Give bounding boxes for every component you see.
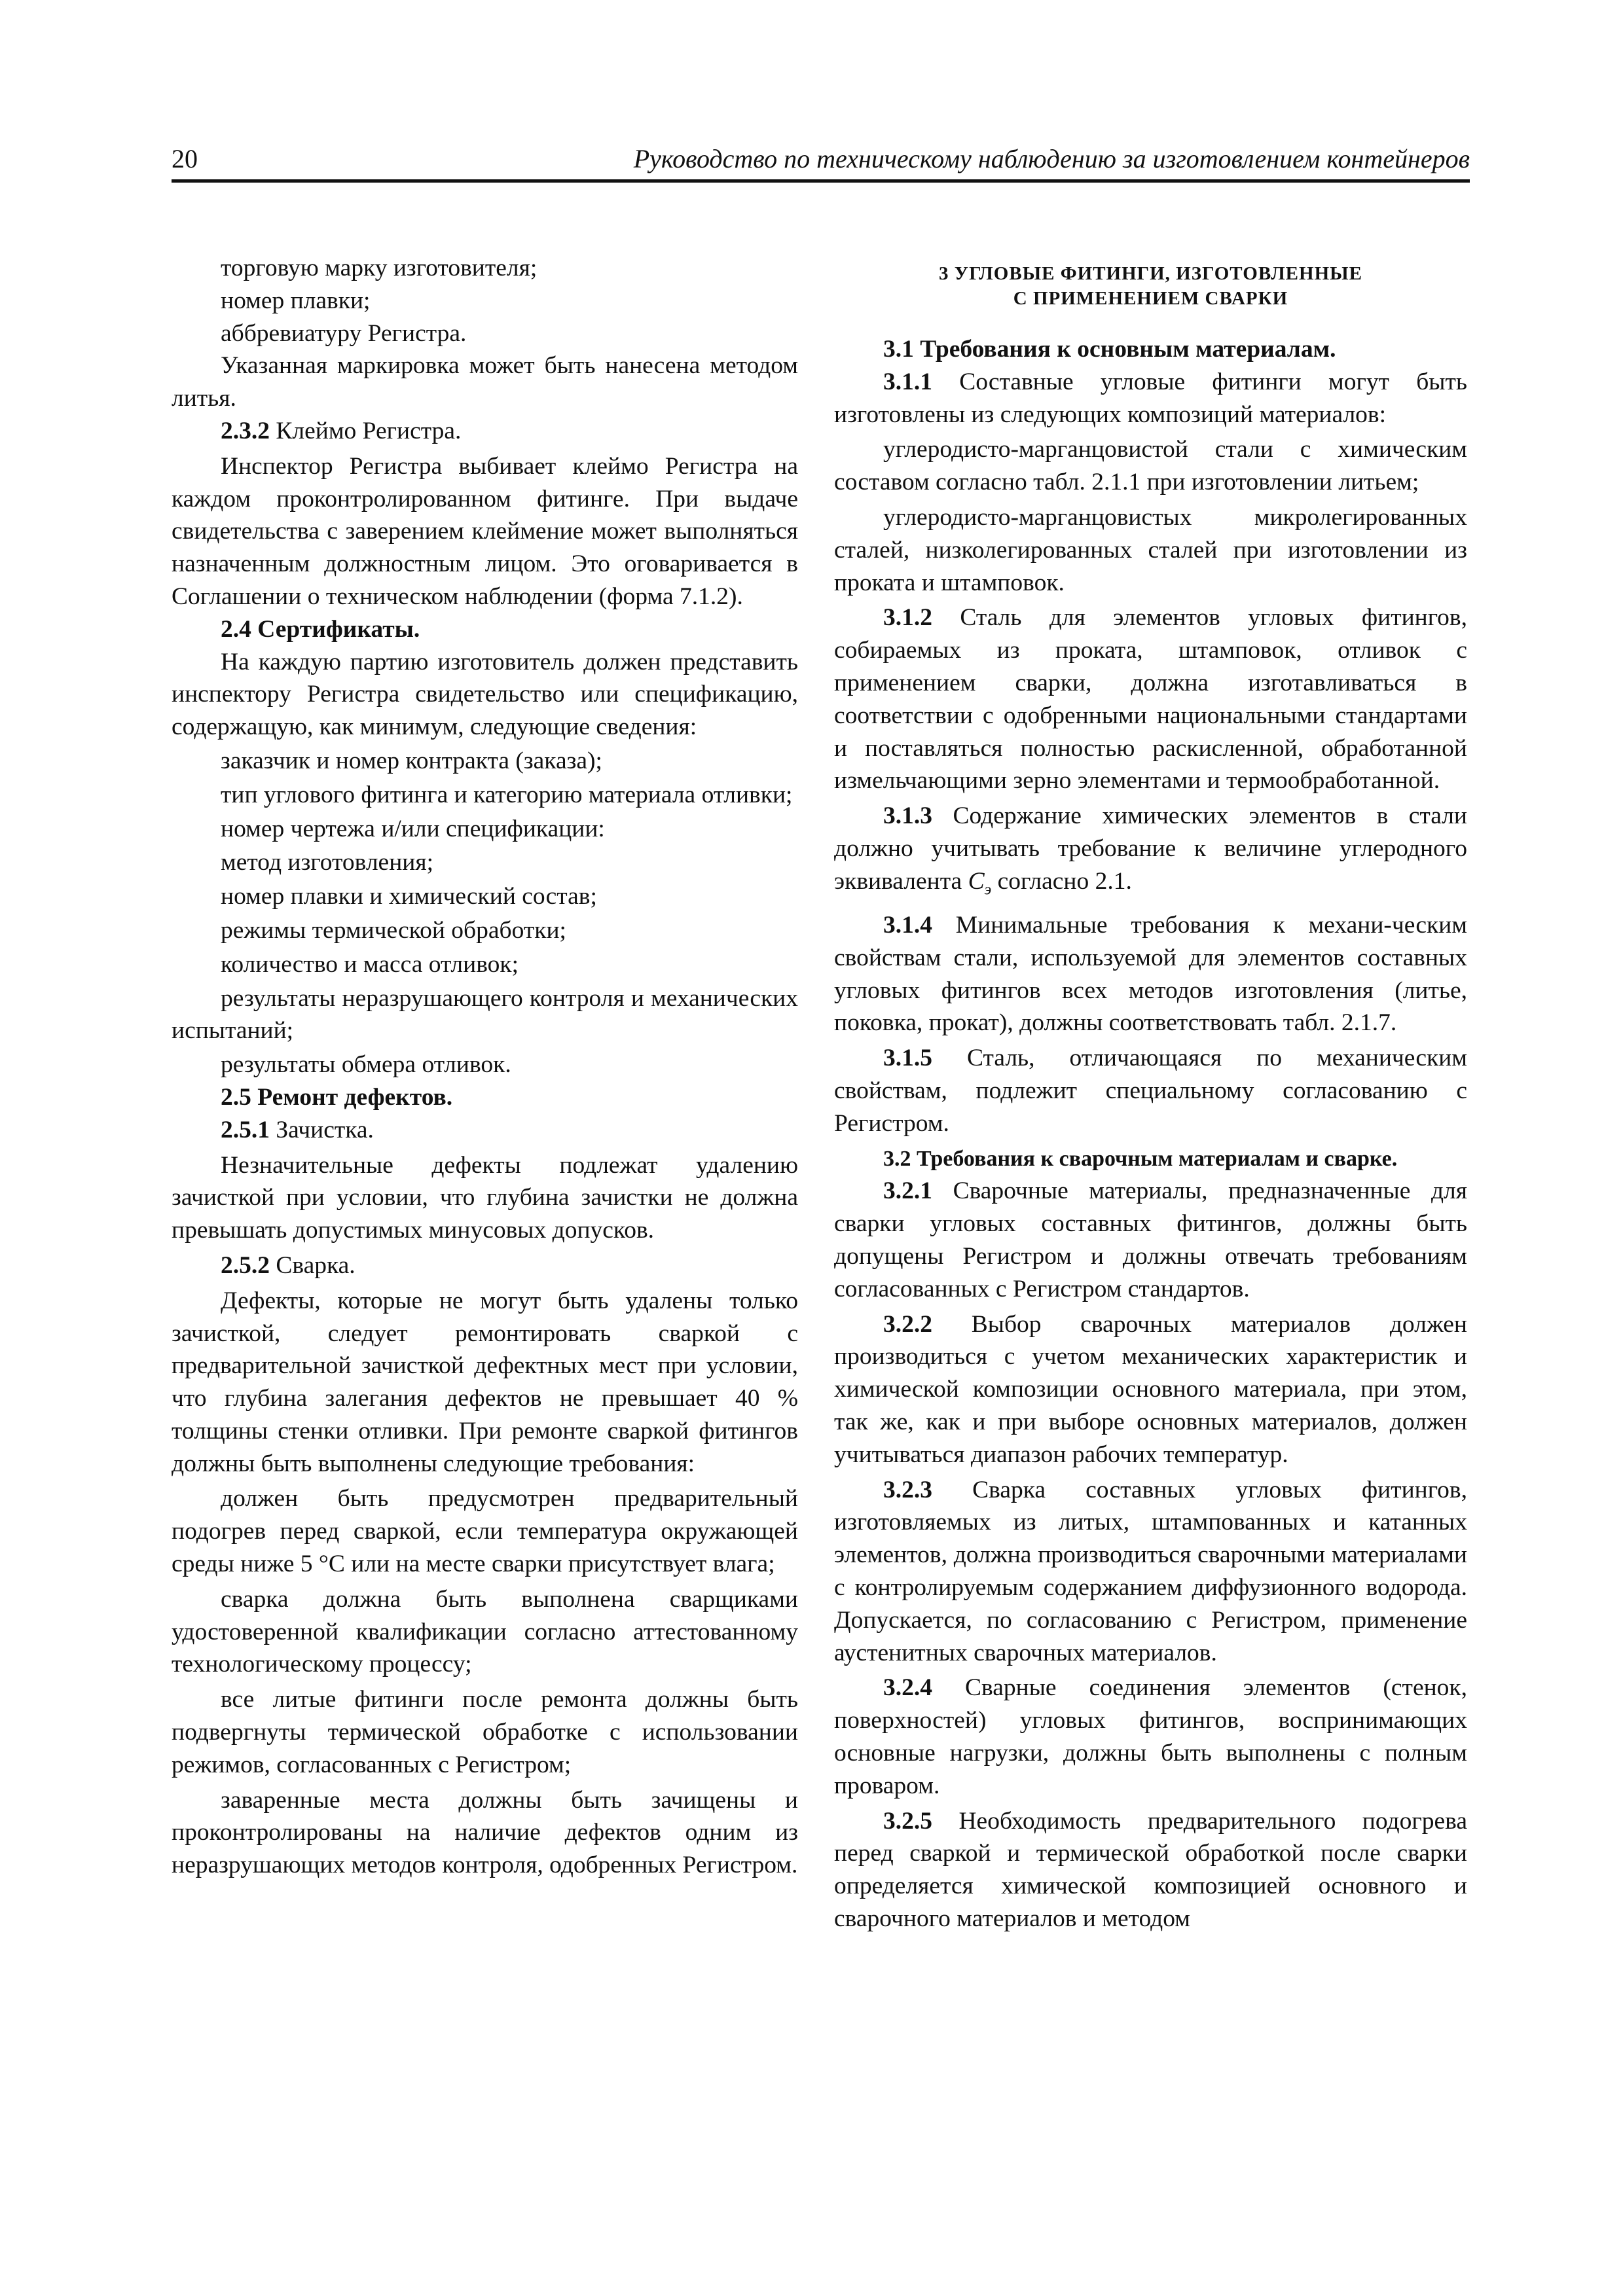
right-column <box>834 252 1467 1935</box>
section-number: 3.2.5 <box>883 1807 932 1835</box>
paragraph: На каждую партию изготовитель должен представить инспектору Регистра свидетельство или спецификацию, содержащую, как минимум, следующие сведения: <box>172 648 798 741</box>
section-number: 3.1.3 <box>883 802 932 830</box>
paragraph-text: согласно 2.1. <box>991 867 1132 895</box>
section-number: 3.1.2 <box>883 604 932 632</box>
header-rule <box>172 179 1470 183</box>
paragraph-3-2-4 <box>834 1672 1467 1802</box>
paragraph-text: Сталь, отличающаяся по механическим свойствам, подлежит специальному согласованию с Регистром. <box>834 1045 1467 1137</box>
carbon-equivalent-symbol <box>968 867 992 899</box>
section-3-title <box>834 261 1467 311</box>
paragraph: аббревиатуру Регистра. <box>221 319 467 347</box>
running-title: Руководство по техническому наблюдению за изготовлением контейнеров <box>633 144 1470 173</box>
paragraph: углеродисто-марганцовистых микролегированных сталей, низколегированных сталей при изготовлении из проката и штамповок. <box>834 503 1467 596</box>
paragraph-text: Сварные соединения элементов (стенок, поверхностей) угловых фитингов, воспринимающих основные нагрузки, должны быть выполнены с полным проваром. <box>834 1674 1467 1799</box>
section-3-1-heading: 3.1 Требования к основным материалам. <box>883 336 1336 363</box>
list-item: заказчик и номер контракта (заказа); <box>221 747 602 774</box>
left-column <box>172 252 798 1882</box>
section-number: 2.5.2 <box>221 1251 270 1279</box>
paragraph-text: Минимальные требования к механи-ческим свойствам стали, используемой для элементов составных угловых фитингов всех методов изготовления (литье, поковка, прокат), должны соответствовать табл. 2.1.7. <box>834 912 1467 1037</box>
paragraph-text: Сварочные материалы, предназначенные для сварки угловых составных фитингов, должны быть допущены Регистром и должны отвечать требованиям согласованных с Регистром стандартов. <box>834 1177 1467 1302</box>
list-item: режимы термической обработки; <box>221 916 566 944</box>
section-title: Зачистка. <box>270 1116 374 1143</box>
paragraph-3-2-3 <box>834 1474 1467 1670</box>
paragraph-text: Содержание химических элементов в стали должно учитывать требование к величине углеродного эквивалента <box>834 802 1467 895</box>
paragraph: углеродисто-марганцовистой стали с химическим составом согласно табл. 2.1.1 при изготовлении литьем; <box>834 436 1467 496</box>
paragraph-3-1-4 <box>834 909 1467 1039</box>
paragraph: должен быть предусмотрен предварительный подогрев перед сваркой, если температура окружающей среды ниже 5 °C или на месте сварки присутствует влага; <box>172 1485 798 1578</box>
section-number: 3.1.1 <box>883 368 932 395</box>
paragraph: сварка должна быть выполнена сварщиками удостоверенной квалификации согласно аттестованному технологическому процессу; <box>172 1585 798 1678</box>
paragraph-3-2-1 <box>834 1175 1467 1305</box>
section-2-5-heading: 2.5 Ремонт дефектов. <box>221 1083 453 1111</box>
paragraph-text: Выбор сварочных материалов должен производиться с учетом механических характеристик и химической композиции основного материала, при этом, так же, как и при выборе основных материалов, должен учитываться диапазон рабочих температур. <box>834 1310 1467 1468</box>
paragraph-3-1-3 <box>834 800 1467 906</box>
section-title-line: 3 УГЛОВЫЕ ФИТИНГИ, ИЗГОТОВЛЕННЫЕ <box>939 263 1362 284</box>
section-number: 3.1.4 <box>883 912 932 939</box>
list-item: результаты неразрушающего контроля и механических испытаний; <box>172 984 798 1045</box>
symbol-letter: C <box>968 867 985 895</box>
paragraph-text: Сварка составных угловых фитингов, изготовляемых из литых, штампованных и катанных элементов, должна производиться сварочными материалами с контролируемым содержанием диффузионного водорода. Допускается, по согласованию с Регистром, применение аустенитных сварочных материалов. <box>834 1476 1467 1666</box>
page-number: 20 <box>172 144 198 173</box>
section-number: 2.3.2 <box>221 417 270 444</box>
paragraph: все литые фитинги после ремонта должны быть подвергнуты термической обработке с использовании режимов, согласованных с Регистром; <box>172 1686 798 1778</box>
section-number: 2.5.1 <box>221 1116 270 1143</box>
section-title-line: С ПРИМЕНЕНИЕМ СВАРКИ <box>1013 288 1288 309</box>
section-3-2-heading: 3.2 Требования к сварочным материалам и сварке. <box>883 1146 1398 1171</box>
subsection-2-3-2 <box>172 415 798 448</box>
paragraph-3-2-5 <box>834 1805 1467 1935</box>
symbol-subscript: э <box>984 881 992 899</box>
section-number: 3.2.4 <box>883 1674 932 1702</box>
paragraph-3-2-2 <box>834 1308 1467 1471</box>
section-number: 3.2.1 <box>883 1177 932 1205</box>
list-item: результаты обмера отливок. <box>221 1051 511 1079</box>
list-item: тип углового фитинга и категорию материала отливки; <box>221 781 793 808</box>
paragraph-3-1-2 <box>834 601 1467 797</box>
list-item: метод изготовления; <box>221 849 433 876</box>
list-item: номер плавки и химический состав; <box>221 883 597 910</box>
paragraph: торговую марку изготовителя; <box>221 255 538 281</box>
paragraph: Незначительные дефекты подлежат удалению зачисткой при условии, что глубина зачистки не должна превышать допустимых минусовых допусков. <box>172 1151 798 1244</box>
paragraph: Указанная маркировка может быть нанесена методом литья. <box>172 352 798 412</box>
page-header <box>172 139 1470 179</box>
paragraph: Инспектор Регистра выбивает клеймо Регистра на каждом проконтролированном фитинге. При выдаче свидетельства с заверением клеймение может выполняться назначенным должностным лицом. Это оговаривается в Соглашении о техническом наблюдении (форма 7.1.2). <box>172 452 798 610</box>
paragraph-text: Сталь для элементов угловых фитингов, собираемых из проката, штамповок, отливок с применением сварки, должна изготавливаться в соответствии с одобренными национальными стандартами и поставляться полностью раскисленной, обработанной измельчающими зерно элементами и термообработанной. <box>834 604 1467 795</box>
section-number: 3.2.3 <box>883 1476 932 1503</box>
subsection-2-5-2 <box>172 1249 798 1282</box>
section-title: Клеймо Регистра. <box>270 417 462 444</box>
section-2-4-heading: 2.4 Сертификаты. <box>221 615 420 643</box>
section-number: 3.2.2 <box>883 1310 932 1338</box>
paragraph-text: Составные угловые фитинги могут быть изготовлены из следующих композиций материалов: <box>834 368 1467 428</box>
subsection-2-5-1 <box>172 1114 798 1147</box>
paragraph-3-1-5 <box>834 1042 1467 1139</box>
paragraph-text: Необходимость предварительного подогрева перед сваркой и термической обработкой после сварки определяется химической композицией основного и сварочного материалов и методом <box>834 1807 1467 1932</box>
paragraph: заваренные места должны быть зачищены и проконтролированы на наличие дефектов одним из неразрушающих методов контроля, одобренных Регистром. <box>172 1786 798 1879</box>
paragraph: номер плавки; <box>221 287 371 314</box>
list-item: количество и масса отливок; <box>221 950 519 978</box>
section-title: Сварка. <box>270 1251 356 1279</box>
list-item: номер чертежа и/или спецификации: <box>221 815 605 842</box>
paragraph-3-1-1 <box>834 366 1467 431</box>
paragraph: Дефекты, которые не могут быть удалены только зачисткой, следует ремонтировать сваркой с предварительной зачисткой дефектных мест при условии, что глубина залегания дефектов не превышает 40 % толщины стенки отливки. При ремонте сваркой фитингов должны быть выполнены следующие требования: <box>172 1287 798 1477</box>
section-number: 3.1.5 <box>883 1045 932 1072</box>
